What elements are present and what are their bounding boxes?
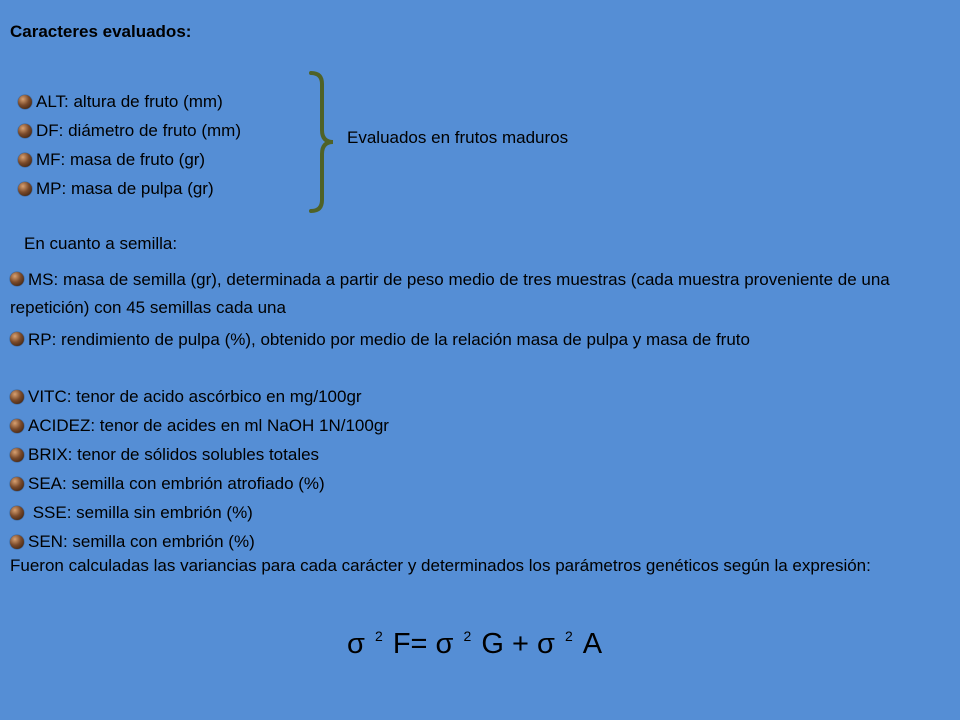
bullet-icon: [18, 95, 32, 109]
seed-trait-brix: BRIX: tenor de sólidos solubles totales: [28, 445, 320, 464]
list-item: [10, 498, 389, 527]
bullet-icon: [10, 506, 24, 520]
seed-traits-list: [10, 382, 389, 556]
bullet-icon: [10, 477, 24, 491]
list-item: [18, 116, 241, 145]
fruit-trait-df: DF: diámetro de fruto (mm): [36, 121, 241, 140]
fruit-trait-alt: ALT: altura de fruto (mm): [36, 92, 223, 111]
seed-trait-vitc: VITC: tenor de acido ascórbico en mg/100gr: [28, 387, 362, 406]
seed-trait-rp: [10, 326, 930, 354]
seed-heading: En cuanto a semilla:: [24, 234, 178, 253]
formula-part-4: A: [582, 628, 603, 660]
bullet-icon: [18, 153, 32, 167]
formula-superscript-3: 2: [564, 628, 573, 644]
formula-superscript-1: 2: [374, 628, 383, 644]
list-item: [18, 145, 241, 174]
slide-title: Caracteres evaluados:: [10, 22, 192, 41]
bullet-icon: [10, 272, 24, 286]
fruit-trait-mf: MF: masa de fruto (gr): [36, 150, 206, 169]
fruit-note: Evaluados en frutos maduros: [347, 128, 569, 147]
formula-part-1: σ: [347, 628, 365, 660]
list-item: [10, 469, 389, 498]
list-item: [10, 411, 389, 440]
conclusion-text: Fueron calculadas las variancias para cada carácter y determinados los parámetros genéticos según la expresión:: [10, 556, 871, 575]
formula-part-3: G + σ: [481, 628, 555, 660]
bullet-icon: [10, 332, 24, 346]
formula-part-2: F= σ: [392, 628, 454, 660]
seed-trait-ms: [10, 266, 930, 322]
seed-trait-rp-text: RP: rendimiento de pulpa (%), obtenido por medio de la relación masa de pulpa y masa de fruto: [28, 330, 750, 349]
right-brace-icon: [308, 70, 338, 215]
seed-trait-sen: SEN: semilla con embrión (%): [28, 532, 255, 551]
bullet-icon: [10, 390, 24, 404]
bullet-icon: [10, 419, 24, 433]
list-item: [10, 382, 389, 411]
seed-trait-ms-text: MS: masa de semilla (gr), determinada a partir de peso medio de tres muestras (cada muestra proveniente de una repetición) con 45 semillas cada una: [10, 270, 890, 317]
variance-formula: [347, 628, 602, 661]
list-item: [18, 87, 241, 116]
formula-superscript-2: 2: [463, 628, 472, 644]
bullet-icon: [10, 448, 24, 462]
fruit-traits-list: [18, 87, 241, 203]
fruit-trait-mp: MP: masa de pulpa (gr): [36, 179, 214, 198]
seed-trait-sea: SEA: semilla con embrión atrofiado (%): [28, 474, 325, 493]
seed-trait-sse: SSE: semilla sin embrión (%): [28, 503, 253, 522]
bullet-icon: [18, 124, 32, 138]
list-item: [18, 174, 241, 203]
list-item: [10, 440, 389, 469]
seed-trait-acidez: ACIDEZ: tenor de acides en ml NaOH 1N/100gr: [28, 416, 389, 435]
bullet-icon: [10, 535, 24, 549]
bullet-icon: [18, 182, 32, 196]
